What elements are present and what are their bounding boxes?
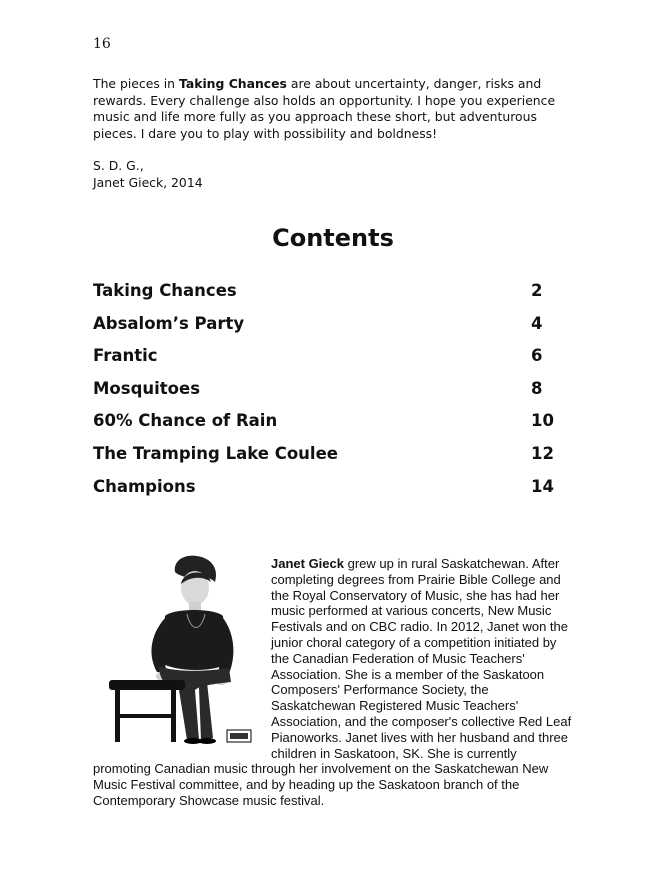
toc-entry xyxy=(93,377,557,410)
bio-name: Janet Gieck xyxy=(271,556,344,571)
composer-photo xyxy=(103,554,263,746)
toc-entry xyxy=(93,312,557,345)
toc-title: Mosquitoes xyxy=(93,378,201,398)
page-number: 16 xyxy=(93,36,111,52)
toc-page: 6 xyxy=(531,346,543,366)
toc-page: 12 xyxy=(531,443,554,463)
toc-page: 10 xyxy=(531,411,554,431)
toc-entry xyxy=(93,475,557,508)
signature-line-2: Janet Gieck, 2014 xyxy=(93,174,203,190)
toc-page: 2 xyxy=(531,281,543,300)
table-of-contents xyxy=(93,279,557,507)
toc-page: 4 xyxy=(531,313,543,333)
intro-text-end: are about uncertainty, danger, risks and rewards. Every challenge also holds an opportunity. I hope you experience music and life more fully as you approach these short, but adventurous pieces. I dare you to play with possibility and boldness! xyxy=(93,76,556,141)
toc-entry xyxy=(93,344,557,377)
toc-title: Champions xyxy=(93,476,196,496)
toc-title: Taking Chances xyxy=(93,281,237,300)
toc-entry xyxy=(93,279,557,312)
intro-title-bold: Taking Chances xyxy=(178,76,287,91)
toc-entry xyxy=(93,442,557,475)
toc-title: 60% Chance of Rain xyxy=(93,411,278,431)
toc-title: The Tramping Lake Coulee xyxy=(93,443,338,463)
signature-line-1: S. D. G., xyxy=(93,158,144,173)
signature-block xyxy=(93,158,203,191)
toc-page: 8 xyxy=(531,378,543,398)
intro-paragraph xyxy=(93,76,563,142)
toc-entry xyxy=(93,409,557,442)
toc-title: Frantic xyxy=(93,346,158,366)
toc-title: Absalom’s Party xyxy=(93,313,245,333)
composer-photo-illustration xyxy=(103,554,263,746)
toc-page: 14 xyxy=(531,476,554,496)
intro-text-start: The pieces in xyxy=(93,76,179,91)
bio-text: grew up in rural Saskatchewan. After completing degrees from Prairie Bible College and the Royal Conservatory of Music, she has had her music performed at various concerts, New Music Festivals and on CBC radio. In 2012, Janet won the junior choral category of a competition initiated by the Canadian Federation of Music Teachers' Association. She is a member of the Saskatoon Composers' Performance Society, the Saskatchewan Registered Music Teachers' Association, and the composer's collective Red Leaf Pianoworks. Janet lives with her husband and three children in Saskatoon, SK. She is currently promoting Canadian music through her involvement on the Saskatchewan New Music Festival committee, and by heading up the Saskatoon branch of the Contemporary Showcase music festival. xyxy=(93,556,572,808)
composer-bio xyxy=(93,556,573,809)
contents-heading: Contents xyxy=(272,224,394,252)
